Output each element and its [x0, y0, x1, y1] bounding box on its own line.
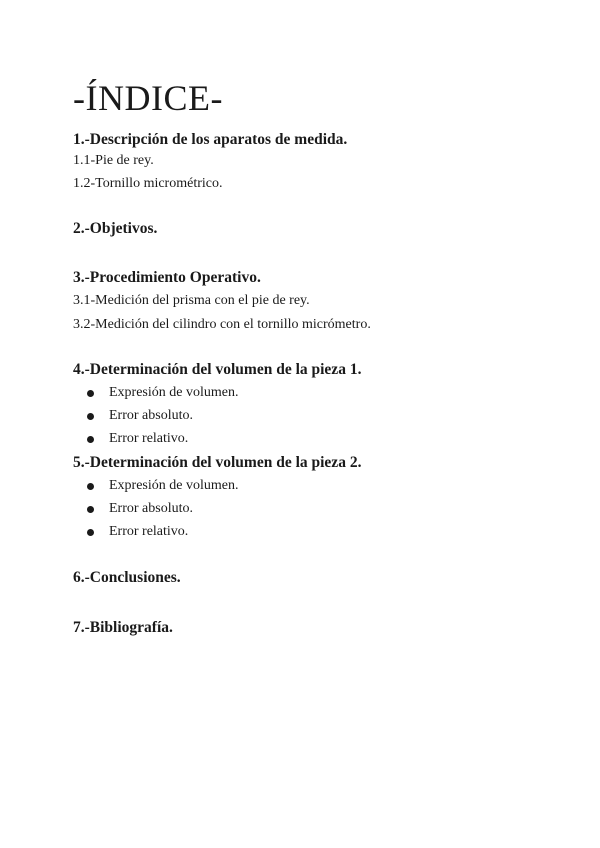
list-item-text: Expresión de volumen. — [109, 478, 239, 493]
bullet-icon — [87, 483, 94, 490]
section-heading-5: 5.-Determinación del volumen de la pieza 2. — [73, 454, 362, 471]
subsection-3-2: 3.2-Medición del cilindro con el tornillo micrómetro. — [73, 317, 371, 332]
section-heading-2: 2.-Objetivos. — [73, 220, 158, 237]
page-title: -ÍNDICE- — [73, 78, 223, 118]
list-item-text: Error relativo. — [109, 431, 189, 446]
subsection-1-1: 1.1-Pie de rey. — [73, 153, 154, 168]
section-heading-7: 7.-Bibliografía. — [73, 619, 173, 636]
bullet-icon — [87, 506, 94, 513]
bullet-icon — [87, 390, 94, 397]
section-heading-4: 4.-Determinación del volumen de la pieza 1. — [73, 361, 362, 378]
list-item-text: Expresión de volumen. — [109, 385, 239, 400]
list-item-text: Error relativo. — [109, 524, 189, 539]
list-item-text: Error absoluto. — [109, 501, 193, 516]
subsection-3-1: 3.1-Medición del prisma con el pie de rey. — [73, 293, 310, 308]
section-heading-1: 1.-Descripción de los aparatos de medida. — [73, 131, 348, 148]
bullet-icon — [87, 436, 94, 443]
section-heading-6: 6.-Conclusiones. — [73, 569, 181, 586]
section-heading-3: 3.-Procedimiento Operativo. — [73, 269, 261, 286]
subsection-1-2: 1.2-Tornillo micrométrico. — [73, 176, 223, 191]
bullet-icon — [87, 529, 94, 536]
bullet-icon — [87, 413, 94, 420]
list-item-text: Error absoluto. — [109, 408, 193, 423]
